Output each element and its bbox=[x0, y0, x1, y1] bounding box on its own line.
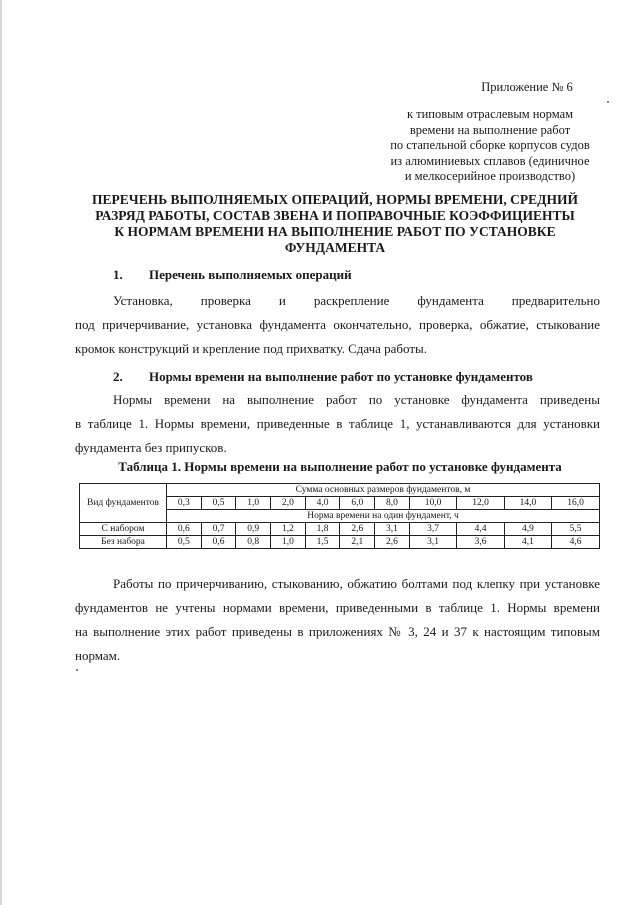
size-cell: 4,0 bbox=[305, 497, 340, 510]
value-cell: 3,7 bbox=[409, 523, 456, 536]
value-cell: 0,8 bbox=[236, 536, 271, 549]
value-cell: 0,6 bbox=[167, 523, 202, 536]
size-cell: 0,3 bbox=[167, 497, 202, 510]
value-cell: 0,5 bbox=[167, 536, 202, 549]
size-cell: 6,0 bbox=[340, 497, 375, 510]
size-cell: 2,0 bbox=[271, 497, 306, 510]
value-cell: 0,9 bbox=[236, 523, 271, 536]
value-cell: 2,6 bbox=[340, 523, 375, 536]
text-line: кромок конструкций и крепление под прихватку. Сдача работы. bbox=[75, 341, 428, 356]
text-line: в таблице 1. Нормы времени, приведенные в таблице 1, устанавливаются для установки bbox=[75, 416, 600, 431]
value-cell: 3,1 bbox=[375, 523, 410, 536]
heading-line: К НОРМАМ ВРЕМЕНИ НА ВЫПОЛНЕНИЕ РАБОТ ПО УСТАНОВКЕ bbox=[114, 224, 556, 239]
section1-number: 1. bbox=[113, 267, 123, 282]
table-caption: Таблица 1. Нормы времени на выполнение работ по установке фундамента bbox=[118, 459, 562, 474]
appendix-note bbox=[355, 107, 625, 185]
text-line: под причерчивание, установка фундамента окончательно, проверка, обжатие, стыкование bbox=[75, 317, 600, 332]
value-cell: 3,1 bbox=[409, 536, 456, 549]
section2-number: 2. bbox=[113, 369, 123, 384]
value-cell: 4,9 bbox=[504, 523, 551, 536]
closing-text bbox=[75, 572, 600, 668]
text-line: Работы по причерчиванию, стыкованию, обжатию болтами под клепку при установке bbox=[113, 576, 600, 591]
value-cell: 1,5 bbox=[305, 536, 340, 549]
section2-text bbox=[75, 388, 600, 460]
norm-header: Норма времени на один фундамент, ч bbox=[167, 510, 600, 523]
text-line: на выполнение этих работ приведены в приложениях № 3, 24 и 37 к настоящим типовым bbox=[75, 624, 600, 639]
value-cell: 0,7 bbox=[201, 523, 236, 536]
row-header-cell: Вид фундаментов bbox=[80, 484, 167, 523]
size-cell: 10,0 bbox=[409, 497, 456, 510]
appendix-line: к типовым отраслевым нормам bbox=[406, 107, 574, 121]
section1-title: Перечень выполняемых операций bbox=[149, 267, 352, 282]
size-cell: 8,0 bbox=[375, 497, 410, 510]
value-cell: 3,6 bbox=[457, 536, 504, 549]
value-cell: 4,1 bbox=[504, 536, 551, 549]
value-cell: 4,4 bbox=[457, 523, 504, 536]
appendix-line: по стапельной сборке корпусов судов bbox=[390, 138, 590, 152]
value-cell: 4,6 bbox=[552, 536, 600, 549]
value-cell: 1,8 bbox=[305, 523, 340, 536]
text-line: Нормы времени на выполнение работ по установке фундамента приведены bbox=[113, 392, 600, 407]
value-cell: 0,6 bbox=[201, 536, 236, 549]
size-cell: 16,0 bbox=[552, 497, 600, 510]
value-cell: 1,2 bbox=[271, 523, 306, 536]
scan-speck bbox=[76, 669, 78, 671]
size-cell: 14,0 bbox=[504, 497, 551, 510]
appendix-title: Приложение № 6 bbox=[481, 80, 573, 94]
scan-edge bbox=[0, 0, 2, 905]
heading-line: ПЕРЕЧЕНЬ ВЫПОЛНЯЕМЫХ ОПЕРАЦИЙ, НОРМЫ ВРЕМЕНИ, СРЕДНИЙ bbox=[92, 192, 578, 207]
value-cell: 5,5 bbox=[552, 523, 600, 536]
size-cell: 0,5 bbox=[201, 497, 236, 510]
value-cell: 2,1 bbox=[340, 536, 375, 549]
document-heading bbox=[75, 192, 595, 256]
text-line: фундамента без припусков. bbox=[75, 440, 227, 455]
size-cell: 1,0 bbox=[236, 497, 271, 510]
appendix-line: из алюминиевых сплавов (единичное bbox=[390, 153, 590, 168]
table-row bbox=[80, 536, 600, 549]
norms-table bbox=[79, 483, 600, 549]
table-row bbox=[80, 523, 600, 536]
section2-title: Нормы времени на выполнение работ по установке фундаментов bbox=[149, 369, 533, 384]
value-cell: 1,0 bbox=[271, 536, 306, 549]
heading-line: РАЗРЯД РАБОТЫ, СОСТАВ ЗВЕНА И ПОПРАВОЧНЫЕ КОЭФФИЦИЕНТЫ bbox=[95, 208, 575, 223]
appendix-line: и мелкосерийное производство) bbox=[404, 169, 576, 183]
text-line: Установка, проверка и раскрепление фундамента предварительно bbox=[113, 293, 600, 308]
appendix-line: времени на выполнение работ bbox=[409, 122, 571, 137]
row-label: С набором bbox=[80, 523, 167, 536]
value-cell: 2,6 bbox=[375, 536, 410, 549]
text-line: фундаментов не учтены нормами времени, приведенными в таблице 1. Нормы времени bbox=[75, 600, 600, 615]
heading-line: ФУНДАМЕНТА bbox=[284, 240, 386, 255]
size-cell: 12,0 bbox=[457, 497, 504, 510]
row-label: Без набора bbox=[80, 536, 167, 549]
sizes-header: Сумма основных размеров фундаментов, м bbox=[167, 484, 600, 497]
section1-text bbox=[75, 289, 600, 361]
scan-speck bbox=[607, 101, 609, 103]
text-line: нормам. bbox=[75, 648, 121, 663]
